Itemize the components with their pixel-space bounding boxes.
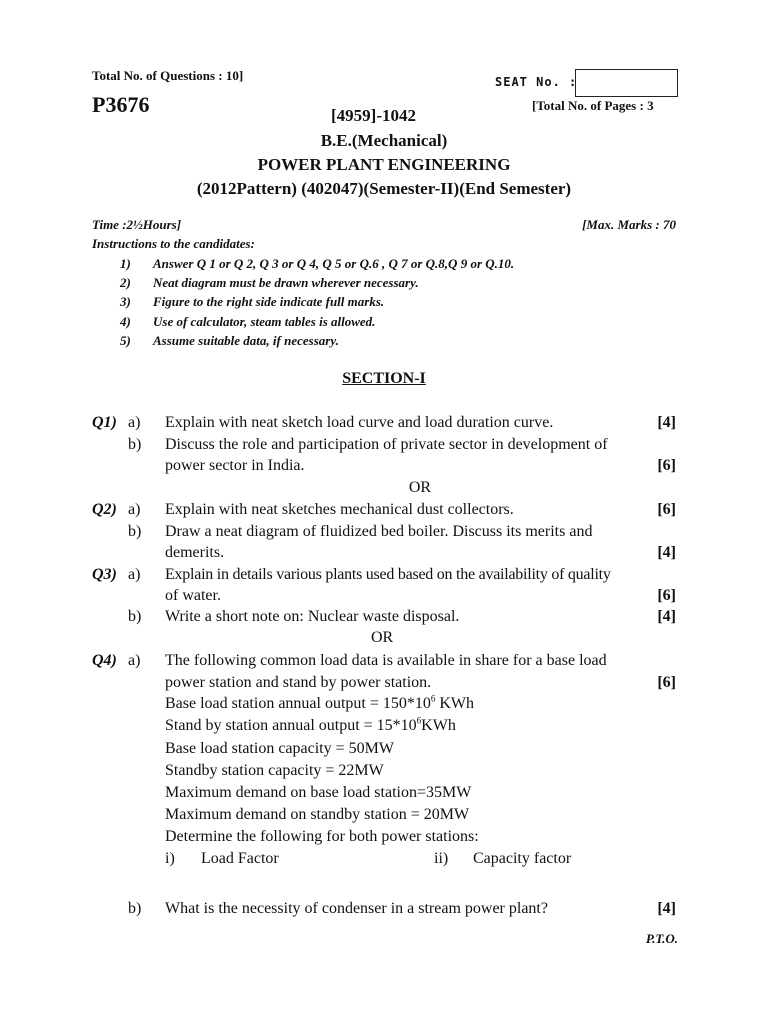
- data-line-base-output: [165, 695, 474, 713]
- data-line-max-demand-standby: Maximum demand on standby station = 20MW: [165, 806, 470, 823]
- instruction-text: Figure to the right side indicate full marks.: [153, 294, 385, 309]
- question-text: The following common load data is available in share for a base load: [165, 652, 607, 669]
- part-label: a): [128, 566, 141, 583]
- part-label: a): [128, 501, 141, 518]
- marks: [6]: [657, 501, 676, 518]
- instruction-text: Assume suitable data, if necessary.: [153, 333, 339, 348]
- question-text: Explain with neat sketches mechanical dust collectors.: [165, 501, 514, 518]
- total-pages: [Total No. of Pages : 3: [532, 98, 654, 113]
- pto-label: P.T.O.: [645, 931, 678, 946]
- instruction-number: 5): [120, 333, 131, 348]
- marks: [4]: [657, 544, 676, 561]
- question-text: power station and stand by power station.: [165, 674, 432, 691]
- part-label: a): [128, 414, 141, 431]
- question-number: Q3): [92, 566, 117, 583]
- marks: [6]: [657, 457, 676, 474]
- part-label: b): [128, 436, 142, 453]
- seat-number-box[interactable]: [575, 69, 678, 97]
- marks: [4]: [657, 414, 676, 431]
- part-label: b): [128, 900, 142, 917]
- max-marks: [Max. Marks : 70: [582, 217, 676, 232]
- part-label: b): [128, 608, 142, 625]
- marks: [6]: [657, 674, 676, 691]
- instruction-number: 4): [120, 314, 131, 329]
- question-text: Discuss the role and participation of private sector in development of: [165, 436, 608, 453]
- sub-item-text: Load Factor: [201, 850, 279, 867]
- total-questions: Total No. of Questions : 10]: [92, 68, 244, 83]
- instruction-text: Use of calculator, steam tables is allowed.: [153, 314, 376, 329]
- seat-number-label: SEAT No. :: [495, 75, 578, 89]
- data-line-base-capacity: Base load station capacity = 50MW: [165, 740, 394, 757]
- degree-title: B.E.(Mechanical): [320, 131, 448, 150]
- question-text: What is the necessity of condenser in a stream power plant?: [165, 900, 548, 917]
- instruction-text: Answer Q 1 or Q 2, Q 3 or Q 4, Q 5 or Q.6 , Q 7 or Q.8,Q 9 or Q.10.: [153, 256, 515, 271]
- or-divider: OR: [408, 479, 432, 496]
- part-label: a): [128, 652, 141, 669]
- data-text: Base load station annual output = 150*10: [165, 695, 431, 712]
- question-text: Write a short note on: Nuclear waste disposal.: [165, 608, 460, 625]
- pattern-title: (2012Pattern) (402047)(Semester-II)(End Semester): [196, 179, 572, 198]
- question-number: Q1): [92, 414, 117, 431]
- determine-text: Determine the following for both power stations:: [165, 828, 479, 845]
- instruction-text: Neat diagram must be drawn wherever necessary.: [153, 275, 419, 290]
- section-title: SECTION-I: [342, 370, 426, 387]
- question-text: power sector in India.: [165, 457, 305, 474]
- question-text: demerits.: [165, 544, 225, 561]
- marks: [4]: [657, 608, 676, 625]
- data-line-standby-capacity: Standby station capacity = 22MW: [165, 762, 384, 779]
- question-number: Q2): [92, 501, 117, 518]
- paper-id: [4959]-1042: [331, 106, 416, 125]
- or-divider: OR: [371, 629, 394, 646]
- instructions-title: Instructions to the candidates:: [92, 236, 255, 251]
- data-line-standby-output: [165, 717, 456, 735]
- instruction-number: 2): [120, 275, 131, 290]
- exponent: 6: [416, 715, 422, 726]
- marks: [4]: [657, 900, 676, 917]
- paper-code: P3676: [92, 92, 150, 117]
- data-unit: KWh: [435, 695, 475, 712]
- question-number: Q4): [92, 652, 117, 669]
- question-text: Draw a neat diagram of fluidized bed boiler. Discuss its merits and: [165, 523, 593, 540]
- exponent: 6: [430, 693, 436, 704]
- exam-time: Time :2½Hours]: [92, 217, 182, 232]
- data-text: Stand by station annual output = 15*10: [165, 717, 417, 734]
- instruction-number: 1): [120, 256, 131, 271]
- part-label: b): [128, 523, 142, 540]
- data-line-max-demand-base: Maximum demand on base load station=35MW: [165, 784, 472, 801]
- data-unit: KWh: [421, 717, 456, 734]
- sub-item-text: Capacity factor: [473, 850, 572, 867]
- question-text: Explain in details various plants used based on the availability of quality: [165, 566, 611, 583]
- sub-item-label: i): [165, 850, 175, 867]
- sub-item-label: ii): [434, 850, 449, 867]
- instruction-number: 3): [120, 294, 131, 309]
- subject-title: POWER PLANT ENGINEERING: [257, 155, 511, 174]
- question-text: of water.: [165, 587, 221, 604]
- question-text: Explain with neat sketch load curve and load duration curve.: [165, 414, 554, 431]
- marks: [6]: [657, 587, 676, 604]
